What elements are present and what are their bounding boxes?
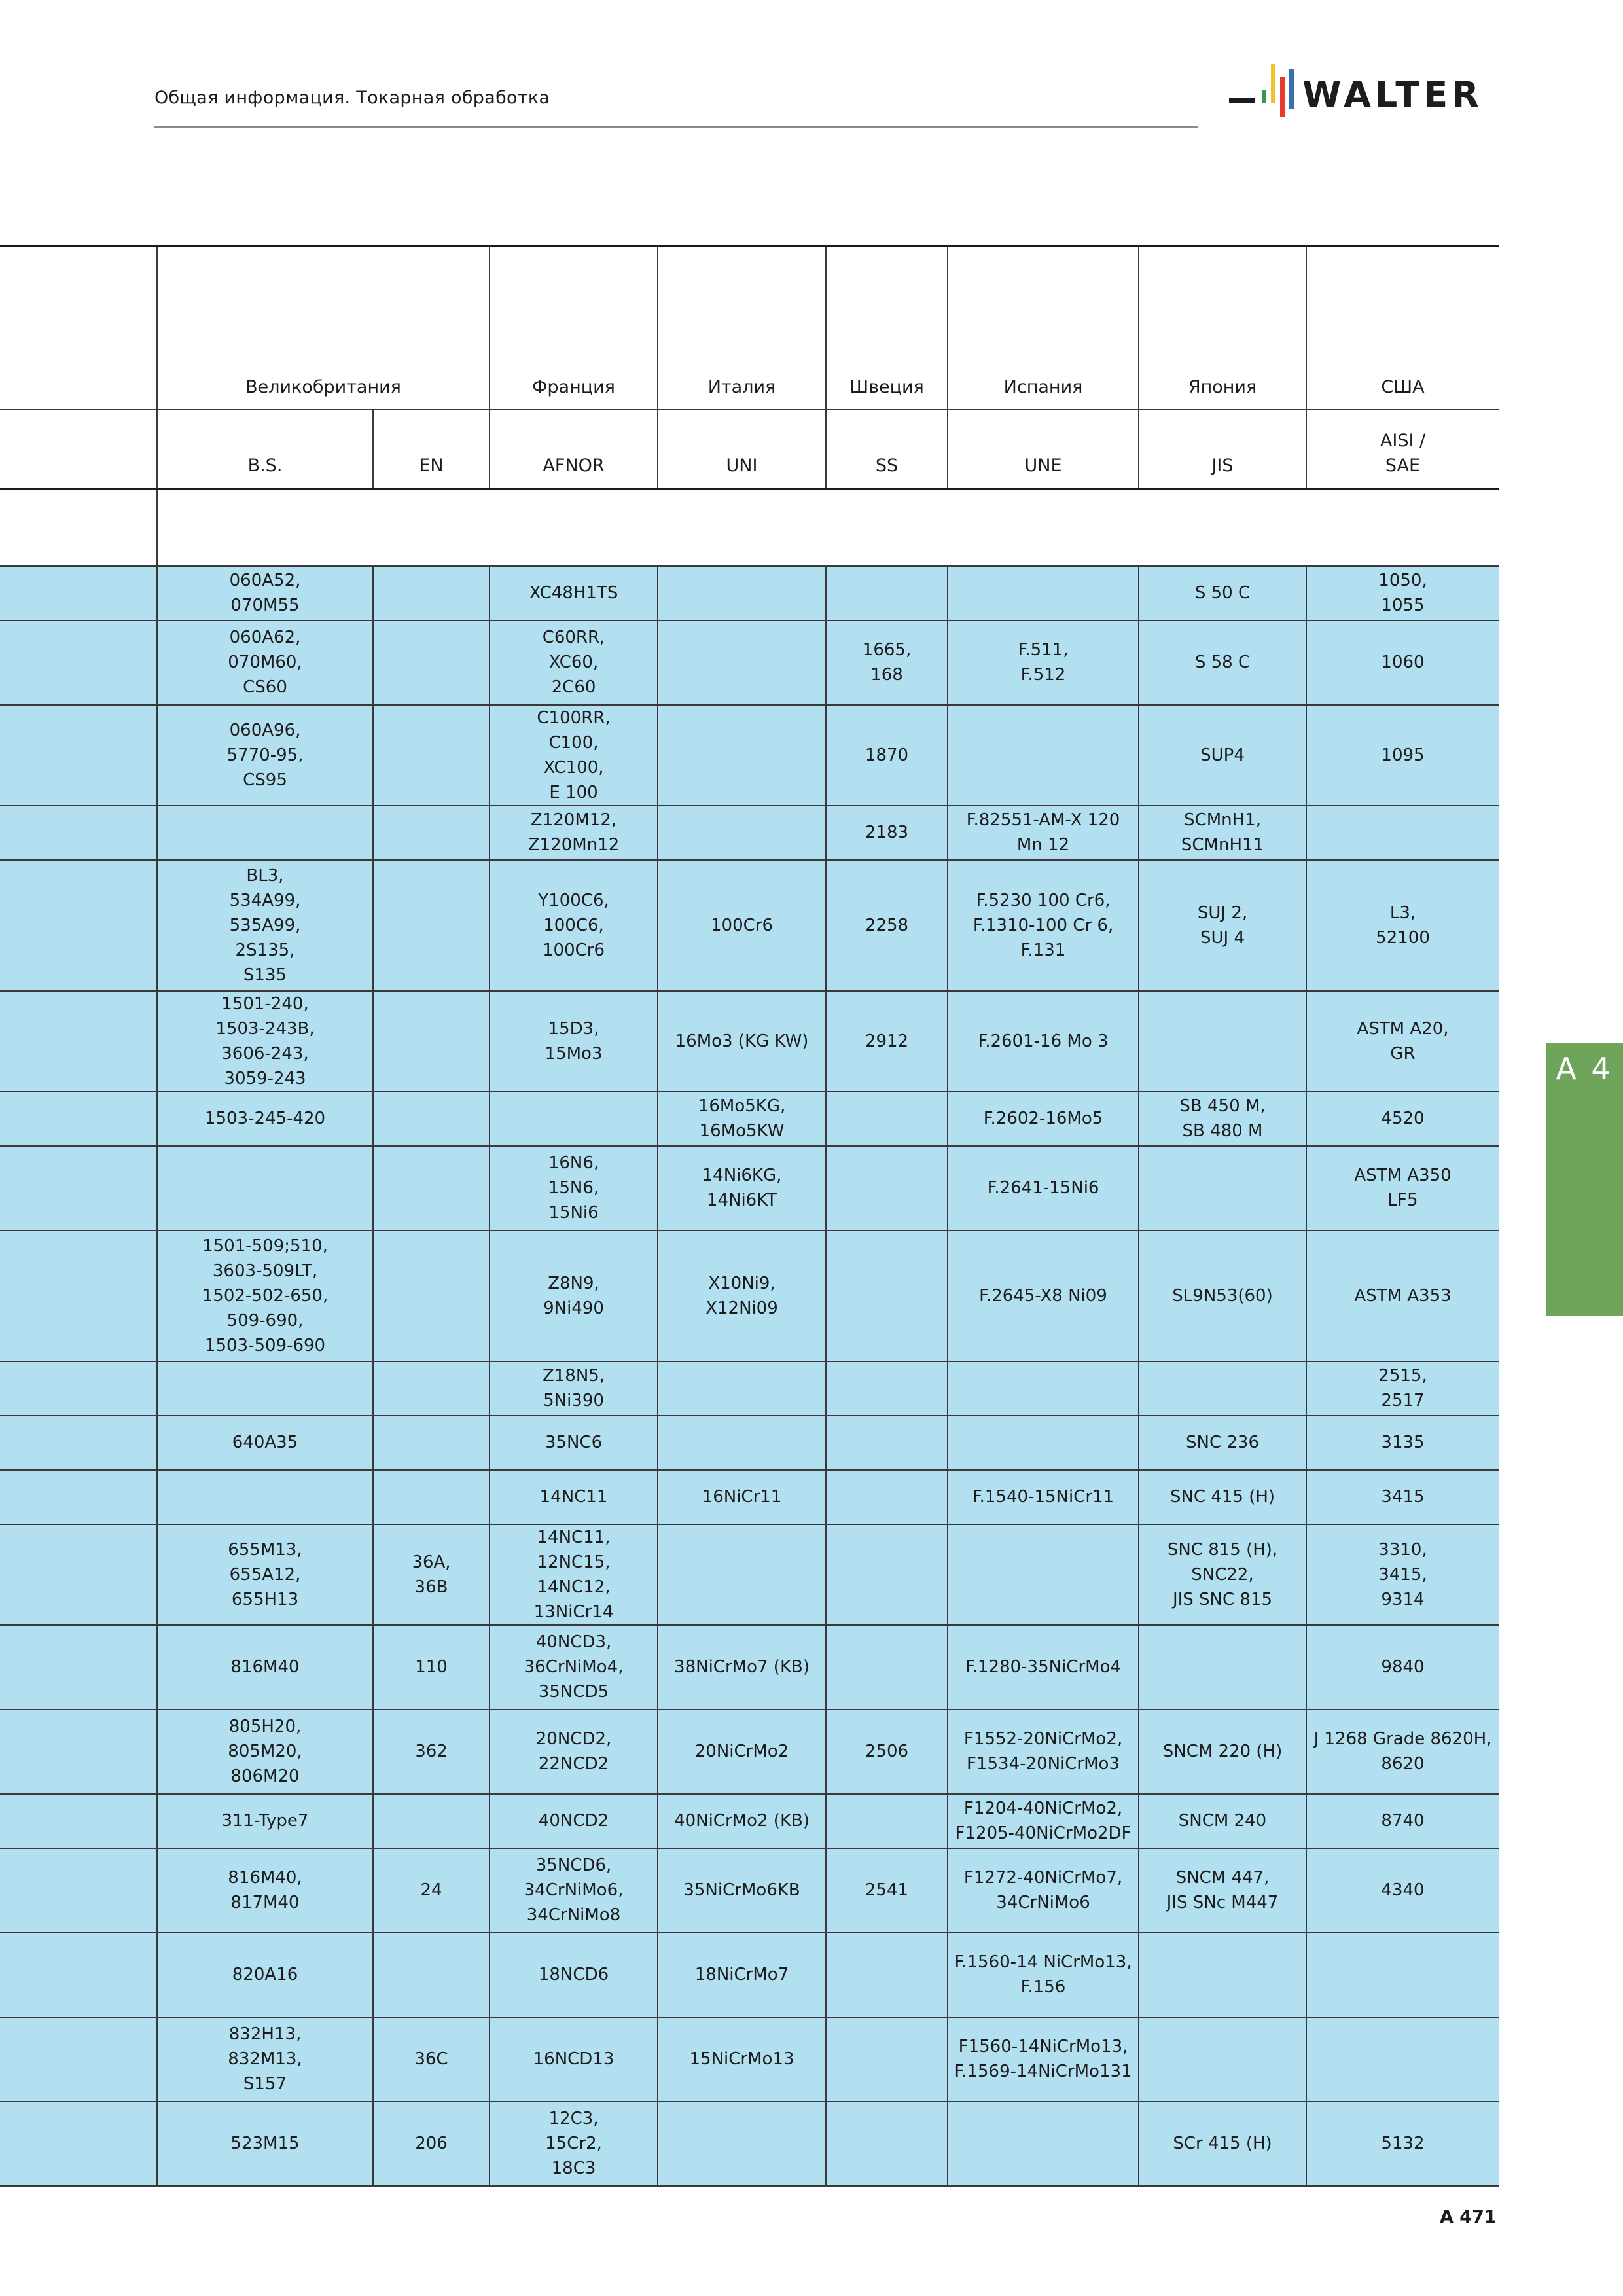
cell-uni: 35NiCrMo6KB: [658, 1848, 826, 1933]
cell-jis: S 58 C: [1139, 620, 1306, 705]
cell-en: [373, 1146, 490, 1230]
cell-une: F.2641-15Ni6: [948, 1146, 1139, 1230]
cell-ss: 1665, 168: [826, 620, 948, 705]
table-row: [0, 806, 1499, 860]
walter-logo-mark: [1229, 60, 1308, 135]
cell-ss: [826, 1230, 948, 1361]
country-usa: США: [1306, 247, 1499, 410]
cell-en: 36A, 36B: [373, 1524, 490, 1625]
table-row: [0, 1794, 1499, 1848]
table-row: [0, 2102, 1499, 2186]
cell-uni: 38NiCrMo7 (KB): [658, 1625, 826, 1710]
logo-stripe: [1289, 69, 1294, 109]
cell-en: [373, 620, 490, 705]
cell-bs: 1503-245-420: [157, 1092, 373, 1146]
cell-une: F.1540-15NiCr11: [948, 1470, 1139, 1524]
cell-une: F.5230 100 Cr6, F.1310-100 Cr 6, F.131: [948, 860, 1139, 991]
cell-aisi-sae: 1050, 1055: [1306, 566, 1499, 620]
cell-une: [948, 2102, 1139, 2186]
cell-jis: SNCM 447, JIS SNc M447: [1139, 1848, 1306, 1933]
cell-en: [373, 1230, 490, 1361]
cell-uni: 15NiCrMo13: [658, 2017, 826, 2102]
cell-jis: SNC 815 (H), SNC22, JIS SNC 815: [1139, 1524, 1306, 1625]
cell-en: 36C: [373, 2017, 490, 2102]
blank-header-cell: [0, 410, 157, 489]
cell-bs: [157, 1146, 373, 1230]
cell-une: F.82551-AM-X 120 Mn 12: [948, 806, 1139, 860]
cell-uni: 14Ni6KG, 14Ni6KT: [658, 1146, 826, 1230]
cell-une: [948, 705, 1139, 806]
cell-aisi-sae: ASTM A353: [1306, 1230, 1499, 1361]
cell-en: [373, 1470, 490, 1524]
cell-jis: SL9N53(60): [1139, 1230, 1306, 1361]
logo-wordmark: WALTER: [1302, 74, 1483, 115]
cell-ss: [826, 1933, 948, 2017]
cell-ss: 1870: [826, 705, 948, 806]
standard-en: EN: [373, 410, 490, 489]
country-japan: Япония: [1139, 247, 1306, 410]
table-row: [0, 620, 1499, 705]
country-italy: Италия: [658, 247, 826, 410]
cell-jis: S 50 C: [1139, 566, 1306, 620]
cell-bs: 640A35: [157, 1416, 373, 1470]
cell-bs: 060A62, 070M60, CS60: [157, 620, 373, 705]
cell-jis: [1139, 1146, 1306, 1230]
cell-aisi-sae: 9840: [1306, 1625, 1499, 1710]
cell-une: F1204-40NiCrMo2, F1205-40NiCrMo2DF: [948, 1794, 1139, 1848]
cell-jis: [1139, 1625, 1306, 1710]
cell-bs: 816M40, 817M40: [157, 1848, 373, 1933]
cell-bs: 1501-509;510, 3603-509LT, 1502-502-650, 509-690, 1503-509-690: [157, 1230, 373, 1361]
cell-en: 362: [373, 1710, 490, 1794]
cell-en: [373, 705, 490, 806]
page-number: A 471: [1440, 2207, 1497, 2227]
blank-spacer-row: [0, 489, 1499, 566]
cell-aisi-sae: ASTM A350 LF5: [1306, 1146, 1499, 1230]
cell-ss: [826, 1625, 948, 1710]
cell-ss: [826, 1524, 948, 1625]
cell-jis: SCr 415 (H): [1139, 2102, 1306, 2186]
cell-uni: X10Ni9, X12Ni09: [658, 1230, 826, 1361]
table-row: [0, 1092, 1499, 1146]
cell-en: [373, 1933, 490, 2017]
cell-en: [373, 1361, 490, 1416]
standard-aisi-sae: AISI / SAE: [1306, 410, 1499, 489]
cell-aisi-sae: 3310, 3415, 9314: [1306, 1524, 1499, 1625]
row-label-cell: [0, 1470, 157, 1524]
cell-afnor: 35NC6: [490, 1416, 658, 1470]
cell-une: F.2645-X8 Ni09: [948, 1230, 1139, 1361]
row-label-cell: [0, 1524, 157, 1625]
cell-jis: [1139, 1933, 1306, 2017]
row-label-cell: [0, 1625, 157, 1710]
cell-aisi-sae: ASTM A20, GR: [1306, 991, 1499, 1092]
cell-jis: [1139, 1361, 1306, 1416]
cell-bs: 060A96, 5770-95, CS95: [157, 705, 373, 806]
cell-une: [948, 1361, 1139, 1416]
cell-afnor: 20NCD2, 22NCD2: [490, 1710, 658, 1794]
table-row: [0, 705, 1499, 806]
cell-en: 24: [373, 1848, 490, 1933]
standard-une: UNE: [948, 410, 1139, 489]
walter-logo: [1229, 60, 1499, 135]
cell-une: F1552-20NiCrMo2, F1534-20NiCrMo3: [948, 1710, 1139, 1794]
cell-aisi-sae: 1095: [1306, 705, 1499, 806]
cell-en: 206: [373, 2102, 490, 2186]
cell-afnor: Z8N9, 9Ni490: [490, 1230, 658, 1361]
cell-ss: 2258: [826, 860, 948, 991]
blank-header-cell: [0, 247, 157, 410]
cell-afnor: [490, 1092, 658, 1146]
logo-stripe: [1229, 98, 1255, 103]
standard-ss: SS: [826, 410, 948, 489]
cell-en: [373, 991, 490, 1092]
row-label-cell: [0, 2102, 157, 2186]
cell-aisi-sae: [1306, 2017, 1499, 2102]
cell-afnor: C60RR, XC60, 2C60: [490, 620, 658, 705]
cell-jis: SNC 415 (H): [1139, 1470, 1306, 1524]
cell-une: F.1280-35NiCrMo4: [948, 1625, 1139, 1710]
cell-uni: 100Cr6: [658, 860, 826, 991]
standard-jis: JIS: [1139, 410, 1306, 489]
cell-aisi-sae: 3415: [1306, 1470, 1499, 1524]
cell-aisi-sae: [1306, 806, 1499, 860]
cell-afnor: 16N6, 15N6, 15Ni6: [490, 1146, 658, 1230]
table-row: [0, 1625, 1499, 1710]
cell-uni: [658, 620, 826, 705]
page-header-title: Общая информация. Токарная обработка: [154, 88, 550, 108]
section-tab-label: A 4: [1556, 1051, 1613, 1086]
cell-bs: 655M13, 655A12, 655H13: [157, 1524, 373, 1625]
row-label-cell: [0, 1933, 157, 2017]
cell-une: F.511, F.512: [948, 620, 1139, 705]
cell-jis: SUJ 2, SUJ 4: [1139, 860, 1306, 991]
cell-une: F.2601-16 Mo 3: [948, 991, 1139, 1092]
cell-jis: SNCM 240: [1139, 1794, 1306, 1848]
cell-afnor: XC48H1TS: [490, 566, 658, 620]
cell-aisi-sae: L3, 52100: [1306, 860, 1499, 991]
cell-afnor: Y100C6, 100C6, 100Cr6: [490, 860, 658, 991]
cell-uni: [658, 566, 826, 620]
cell-ss: [826, 2102, 948, 2186]
standard-bs: B.S.: [157, 410, 373, 489]
cell-bs: 832H13, 832M13, S157: [157, 2017, 373, 2102]
cell-uni: 16Mo3 (KG KW): [658, 991, 826, 1092]
cell-jis: SCMnH1, SCMnH11: [1139, 806, 1306, 860]
cell-uni: 40NiCrMo2 (KB): [658, 1794, 826, 1848]
cell-une: F1560-14NiCrMo13, F.1569-14NiCrMo131: [948, 2017, 1139, 2102]
cell-bs: [157, 806, 373, 860]
cell-ss: 2506: [826, 1710, 948, 1794]
table-row: [0, 1848, 1499, 1933]
cell-aisi-sae: 8740: [1306, 1794, 1499, 1848]
cell-une: [948, 566, 1139, 620]
cell-bs: 805H20, 805M20, 806M20: [157, 1710, 373, 1794]
cell-uni: [658, 705, 826, 806]
cell-jis: SUP4: [1139, 705, 1306, 806]
row-label-cell: [0, 566, 157, 620]
cell-ss: [826, 1146, 948, 1230]
table-row: [0, 1361, 1499, 1416]
standard-header-row: [0, 410, 1499, 489]
cell-jis: [1139, 991, 1306, 1092]
table-row: [0, 1710, 1499, 1794]
cell-afnor: 18NCD6: [490, 1933, 658, 2017]
cell-ss: 2183: [826, 806, 948, 860]
cell-afnor: 40NCD3, 36CrNiMo4, 35NCD5: [490, 1625, 658, 1710]
cell-afnor: Z120M12, Z120Mn12: [490, 806, 658, 860]
country-sweden: Швеция: [826, 247, 948, 410]
row-label-cell: [0, 860, 157, 991]
cell-en: 110: [373, 1625, 490, 1710]
country-spain: Испания: [948, 247, 1139, 410]
cell-bs: 060A52, 070M55: [157, 566, 373, 620]
cell-en: [373, 566, 490, 620]
cell-bs: [157, 1361, 373, 1416]
cell-afnor: C100RR, C100, XC100, E 100: [490, 705, 658, 806]
cell-bs: 1501-240, 1503-243B, 3606-243, 3059-243: [157, 991, 373, 1092]
cell-afnor: 12C3, 15Cr2, 18C3: [490, 2102, 658, 2186]
cell-aisi-sae: 2515, 2517: [1306, 1361, 1499, 1416]
row-label-cell: [0, 1794, 157, 1848]
cell-aisi-sae: 4520: [1306, 1092, 1499, 1146]
cell-en: [373, 1416, 490, 1470]
cell-en: [373, 806, 490, 860]
cell-aisi-sae: [1306, 1933, 1499, 2017]
cell-afnor: 14NC11: [490, 1470, 658, 1524]
cell-afnor: 14NC11, 12NC15, 14NC12, 13NiCr14: [490, 1524, 658, 1625]
country-france: Франция: [490, 247, 658, 410]
cell-afnor: Z18N5, 5Ni390: [490, 1361, 658, 1416]
cell-uni: [658, 1416, 826, 1470]
cell-bs: 523M15: [157, 2102, 373, 2186]
cell-ss: 2912: [826, 991, 948, 1092]
row-label-cell: [0, 991, 157, 1092]
cell-uni: [658, 806, 826, 860]
cell-uni: [658, 1524, 826, 1625]
cell-jis: SNC 236: [1139, 1416, 1306, 1470]
cell-afnor: 15D3, 15Mo3: [490, 991, 658, 1092]
cell-ss: 2541: [826, 1848, 948, 1933]
cell-jis: [1139, 2017, 1306, 2102]
cell-ss: [826, 1794, 948, 1848]
standard-afnor: AFNOR: [490, 410, 658, 489]
cell-afnor: 35NCD6, 34CrNiMo6, 34CrNiMo8: [490, 1848, 658, 1933]
logo-stripe: [1271, 64, 1275, 103]
table-row: [0, 1470, 1499, 1524]
cell-afnor: 16NCD13: [490, 2017, 658, 2102]
cell-jis: SB 450 M, SB 480 M: [1139, 1092, 1306, 1146]
row-label-cell: [0, 1361, 157, 1416]
cell-aisi-sae: 1060: [1306, 620, 1499, 705]
cell-ss: [826, 2017, 948, 2102]
cell-ss: [826, 566, 948, 620]
table-row: [0, 1230, 1499, 1361]
cell-ss: [826, 1361, 948, 1416]
row-label-cell: [0, 2017, 157, 2102]
section-tab[interactable]: [1546, 1043, 1623, 1316]
table-row: [0, 1416, 1499, 1470]
cell-bs: 816M40: [157, 1625, 373, 1710]
table-row: [0, 1524, 1499, 1625]
cell-bs: [157, 1470, 373, 1524]
cell-bs: 820A16: [157, 1933, 373, 2017]
cell-afnor: 40NCD2: [490, 1794, 658, 1848]
country-header-row: [0, 247, 1499, 410]
cell-aisi-sae: 4340: [1306, 1848, 1499, 1933]
cell-uni: 16Mo5KG, 16Mo5KW: [658, 1092, 826, 1146]
logo-stripe: [1280, 77, 1285, 117]
table-row: [0, 991, 1499, 1092]
table-row: [0, 566, 1499, 620]
header-rule: [154, 126, 1198, 128]
cell-en: [373, 860, 490, 991]
row-label-cell: [0, 705, 157, 806]
row-label-cell: [0, 1848, 157, 1933]
cell-une: F.2602-16Mo5: [948, 1092, 1139, 1146]
cell-aisi-sae: 5132: [1306, 2102, 1499, 2186]
blank-cell: [157, 489, 1499, 566]
logo-stripe: [1262, 90, 1266, 103]
cell-uni: 18NiCrMo7: [658, 1933, 826, 2017]
row-label-cell: [0, 1146, 157, 1230]
cell-uni: [658, 2102, 826, 2186]
row-label-cell: [0, 1092, 157, 1146]
row-label-cell: [0, 620, 157, 705]
cell-bs: 311-Type7: [157, 1794, 373, 1848]
cell-ss: [826, 1416, 948, 1470]
cell-en: [373, 1794, 490, 1848]
cell-une: [948, 1524, 1139, 1625]
row-label-cell: [0, 1710, 157, 1794]
country-uk: Великобритания: [157, 247, 490, 410]
cell-bs: BL3, 534A99, 535A99, 2S135, S135: [157, 860, 373, 991]
row-label-cell: [0, 1230, 157, 1361]
standard-uni: UNI: [658, 410, 826, 489]
row-label-cell: [0, 806, 157, 860]
cell-uni: 20NiCrMo2: [658, 1710, 826, 1794]
table-row: [0, 1146, 1499, 1230]
cell-uni: [658, 1361, 826, 1416]
table-row: [0, 860, 1499, 991]
table-row: [0, 1933, 1499, 2017]
cell-jis: SNCM 220 (H): [1139, 1710, 1306, 1794]
cell-une: F1272-40NiCrMo7, 34CrNiMo6: [948, 1848, 1139, 1933]
cell-aisi-sae: J 1268 Grade 8620H, 8620: [1306, 1710, 1499, 1794]
cell-ss: [826, 1470, 948, 1524]
cell-une: [948, 1416, 1139, 1470]
table-row: [0, 2017, 1499, 2102]
blank-cell: [0, 489, 157, 566]
steel-comparison-table: [0, 245, 1499, 2187]
cell-ss: [826, 1092, 948, 1146]
cell-uni: 16NiCr11: [658, 1470, 826, 1524]
cell-une: F.1560-14 NiCrMo13, F.156: [948, 1933, 1139, 2017]
cell-en: [373, 1092, 490, 1146]
row-label-cell: [0, 1416, 157, 1470]
cell-aisi-sae: 3135: [1306, 1416, 1499, 1470]
